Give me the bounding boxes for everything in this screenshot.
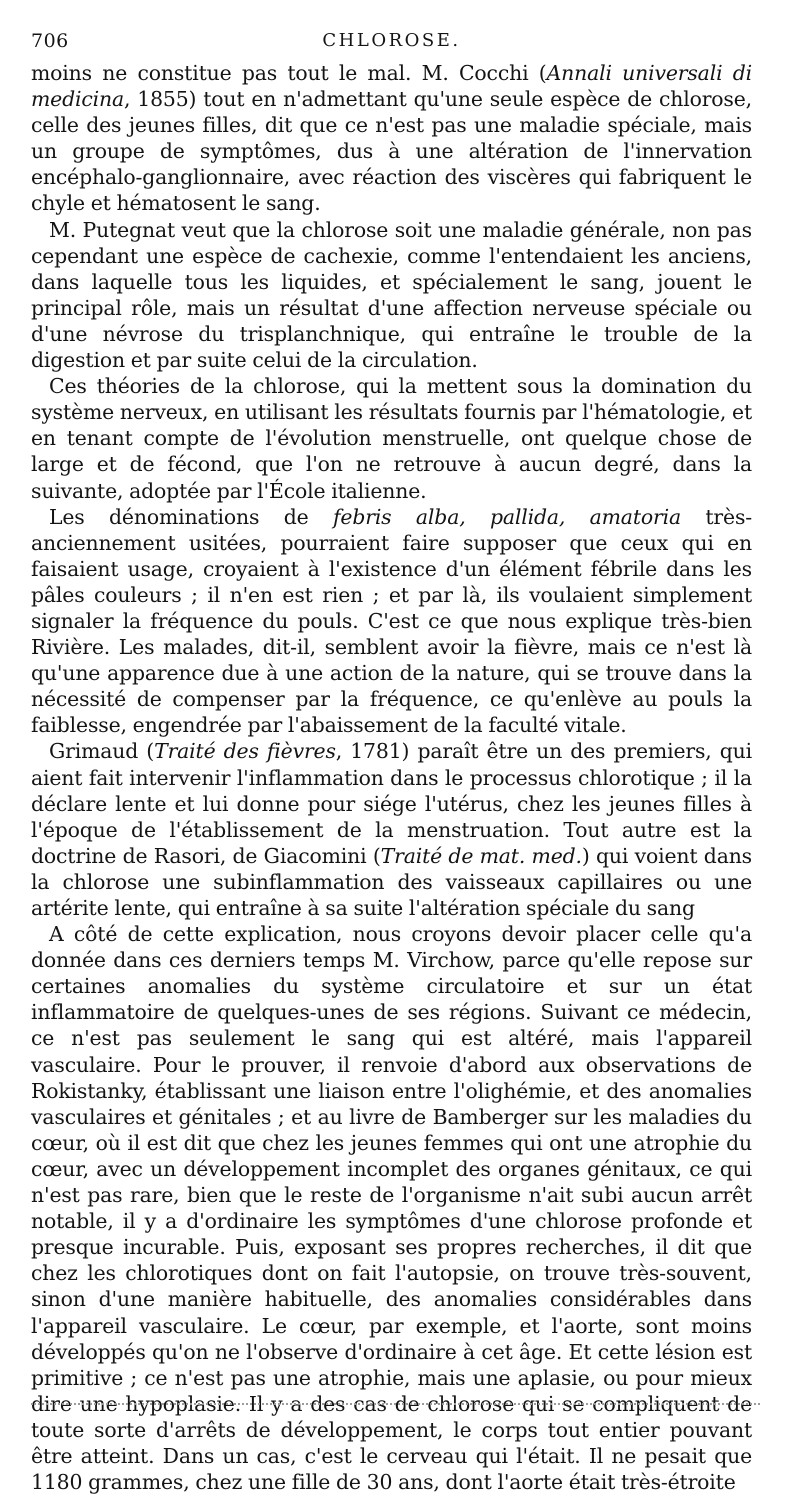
paragraph-cocchi xyxy=(31,60,752,217)
paragraph-grimaud xyxy=(31,738,752,921)
text-run: , 1855) tout en n'admettant qu'une seule espèce de chlorose, celle des jeunes filles, dit que ce n'est pas une maladie spéciale, mais un groupe de symptômes, dus à une altération de l'innervation encéphalo-ganglionnaire, avec réaction des viscères qui fabriquent le chyle et hématosent le sang. xyxy=(31,87,752,216)
italic-citation: Annali universali di medicina xyxy=(31,61,753,112)
page-number: 706 xyxy=(31,30,69,52)
italic-terms: febris alba, pallida, amatoria xyxy=(333,504,681,529)
body-text xyxy=(31,60,752,1495)
italic-citation: Traité des fièvres xyxy=(154,739,336,764)
text-run: Grimaud ( xyxy=(49,739,155,764)
text-run: Ces théories de la chlorose, qui la mettent sous la domination du système nerveux, en utilisant les résultats fournis par l'hématologie, et en tenant compte de l'évolution menstruelle, ont quelque chose de large et de fécond, que l'on ne retrouve à aucun degré, dans la suivante, adoptée par l'École italienne. xyxy=(31,374,752,503)
text-run: Les dénominations de xyxy=(49,504,333,529)
paragraph-putegnat xyxy=(31,217,752,374)
text-run: , 1781) paraît être un des premiers, qui aient fait intervenir l'inflammation dans le processus chlorotique ; il la déclare lente et lui donne pour siége l'utérus, chez les jeunes filles à l'époque de l'établissement de la menstruation. Tout autre est la doctrine de Rasori, de Giacomini ( xyxy=(31,739,752,868)
text-run: A côté de cette explication, nous croyons devoir placer celle qu'a donnée dans ces derniers temps M. Virchow, parce qu'elle repose sur certaines anomalies du système circulatoire et sur un état inflammatoire de quelques-unes de ses régions. Suivant ce médecin, ce n'est pas seulement le sang qui est altéré, mais l'appareil vasculaire. Pour le prouver, il renvoie d'abord aux observations de Rokistanky, établissant une liaison entre l'olighémie, et des anomalies vasculaires et génitales ; et au livre de Bamberger sur les maladies du cœur, où il est dit que chez les jeunes femmes qui ont une atrophie du cœur, avec un développement incomplet des organes génitaux, ce qui n'est pas rare, bien que le reste de l'organisme n'ait subi aucun arrêt notable, il y a d'ordinaire les symptômes d'une chlorose profonde et presque incurable. Puis, exposant ses propres recherches, il dit que chez les chlorotiques dont on fait l'autopsie, on trouve très-souvent, sinon d'une manière habituelle, des anomalies considérables dans l'appareil vasculaire. Le cœur, par exemple, et l'aorte, sont moins développés qu'on ne l'observe d'ordinaire à cet âge. Et cette lésion est primitive ; ce n'est pas une atrophie, mais une aplasie, ou pour mieux dire une hypoplasie. Il y a des cas de chlorose qui se compliquent de toute sorte d'arrêts de développement, le corps tout entier pouvant être atteint. Dans un cas, c'est le cerveau qui l'était. Il ne pesait que 1180 grammes, chez une fille de 30 ans, dont l'aorte était très-étroite xyxy=(31,922,752,1495)
paragraph-denominations xyxy=(31,504,752,739)
text-run: très-anciennement usitées, pourraient faire supposer que ceux qui en faisaient usage, croyaient à l'existence d'un élément fébrile dans les pâles couleurs ; il n'en est rien ; et par là, ils voulaient simplement signaler la fréquence du pouls. C'est ce que nous explique très-bien Rivière. Les malades, dit-il, semblent avoir la fièvre, mais ce n'est là qu'une apparence due à une action de la nature, qui se trouve dans la nécessité de compenser par la fréquence, ce qu'enlève au pouls la faiblesse, engendrée par l'abaissement de la faculté vitale. xyxy=(31,504,752,738)
text-run: ) qui voient dans la chlorose une subinflammation des vaisseaux capillaires ou une artérite lente, qui entraîne à sa suite l'altération spéciale du sang xyxy=(31,843,753,920)
paragraph-virchow xyxy=(31,921,752,1495)
text-run: M. Putegnat veut que la chlorose soit une maladie générale, non pas cependant une espèce de cachexie, comme l'entendaient les anciens, dans laquelle tous les liquides, et spécialement le sang, jouent le principal rôle, mais un résultat d'une affection nerveuse spéciale ou d'une névrose du trisplanchnique, qui entraîne le trouble de la digestion et par suite celui de la circulation. xyxy=(31,217,752,373)
running-title: CHLOROSE. xyxy=(322,30,461,51)
bottom-dotted-rule xyxy=(31,1403,760,1405)
italic-citation: Traité de mat. med. xyxy=(380,843,582,868)
page-header xyxy=(31,28,752,60)
paragraph-theories xyxy=(31,373,752,503)
text-run: moins ne constitue pas tout le mal. M. Cocchi ( xyxy=(31,61,547,85)
